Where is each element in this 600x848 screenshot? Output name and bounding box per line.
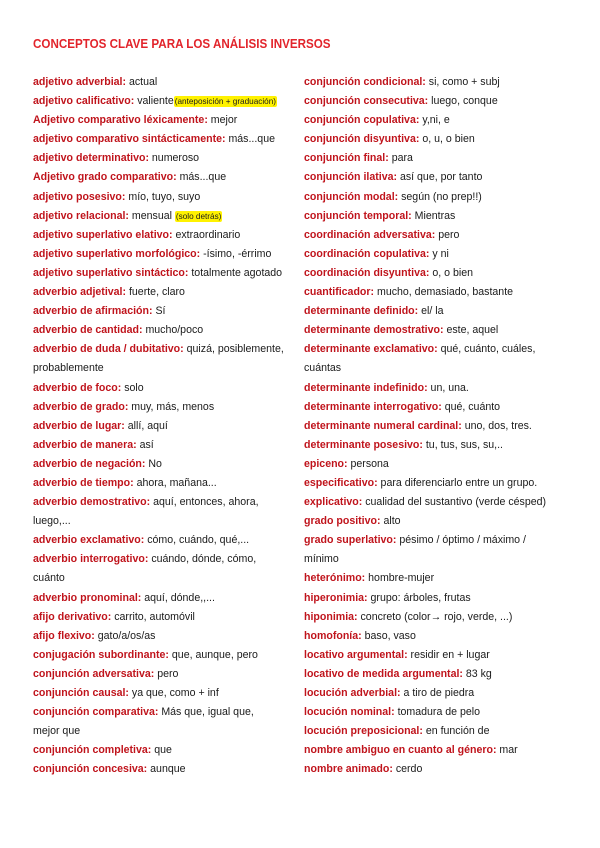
entry-definition: si, como + subj bbox=[425, 76, 500, 88]
entry-term: grado positivo: bbox=[304, 515, 381, 528]
entry-definition: y,ni, e bbox=[419, 114, 450, 127]
entry-term: adjetivo calificativo: bbox=[33, 95, 135, 108]
entry-term: conjunción causal: bbox=[33, 687, 129, 699]
glossary-entry bbox=[33, 550, 301, 569]
glossary-entry bbox=[33, 379, 301, 398]
glossary-entry bbox=[304, 474, 572, 493]
entry-term: conjunción modal: bbox=[304, 190, 399, 203]
entry-definition: y ni bbox=[429, 247, 449, 260]
entry-definition: luego,... bbox=[33, 515, 71, 528]
glossary-entry bbox=[33, 608, 301, 627]
entry-definition: mínimo bbox=[304, 553, 339, 566]
entry-definition: mucho, demasiado, bastante bbox=[374, 286, 514, 299]
glossary-entry bbox=[304, 245, 572, 264]
glossary-entry bbox=[304, 207, 572, 226]
entry-definition: No bbox=[145, 457, 162, 470]
glossary-entry bbox=[304, 340, 572, 359]
entry-definition: uno, dos, tres. bbox=[461, 419, 532, 432]
entry-term: coordinación adversativa: bbox=[304, 228, 436, 241]
page-title: CONCEPTOS CLAVE PARA LOS ANÁLISIS INVERSOS bbox=[33, 37, 331, 51]
glossary-entry bbox=[33, 207, 301, 226]
glossary-entry bbox=[304, 646, 572, 665]
entry-definition: valiente bbox=[134, 95, 174, 108]
entry-term: adverbio adjetival: bbox=[33, 286, 127, 299]
entry-definition: Mientras bbox=[411, 209, 456, 222]
entry-definition: persona bbox=[347, 457, 389, 470]
glossary-entry bbox=[304, 741, 572, 760]
entry-term: adjetivo relacional: bbox=[33, 209, 129, 222]
entry-definition: probablemente bbox=[33, 362, 104, 375]
entry-definition: residir en + lugar bbox=[407, 648, 490, 661]
glossary-entry bbox=[33, 760, 301, 779]
glossary-entry bbox=[33, 302, 301, 321]
entry-term: conjunción final: bbox=[304, 152, 389, 165]
entry-term: adverbio de foco: bbox=[33, 381, 122, 394]
entry-definition: para bbox=[388, 152, 413, 165]
highlight-note: (anteposición + graduación) bbox=[174, 97, 277, 107]
entry-definition: cerdo bbox=[392, 763, 423, 776]
entry-definition: aquí, dónde,,... bbox=[141, 591, 215, 604]
glossary-entry bbox=[304, 92, 572, 111]
entry-definition: totalmente agotado bbox=[188, 266, 283, 279]
entry-term: conjunción adversativa: bbox=[33, 667, 155, 680]
entry-term: explicativo: bbox=[304, 496, 363, 509]
entry-term: determinante exclamativo: bbox=[304, 343, 438, 356]
entry-definition: mejor que bbox=[33, 725, 81, 738]
entry-term: nombre ambiguo en cuanto al género: bbox=[304, 744, 497, 757]
glossary-entry bbox=[33, 512, 301, 531]
glossary-entry bbox=[33, 340, 301, 359]
entry-term: locativo de medida argumental: bbox=[304, 667, 463, 680]
entry-term: heterónimo: bbox=[304, 572, 366, 585]
entry-definition: cuándo, dónde, cómo, bbox=[148, 553, 257, 566]
entry-definition: mensual bbox=[128, 209, 175, 222]
glossary-entry bbox=[33, 665, 301, 684]
entry-term: adjetivo superlativo morfológico: bbox=[33, 247, 201, 260]
glossary-entry bbox=[33, 188, 301, 207]
glossary-entry bbox=[304, 359, 572, 378]
glossary-entry bbox=[33, 321, 301, 340]
glossary-entry bbox=[304, 417, 572, 436]
entry-definition: mar bbox=[496, 744, 518, 757]
glossary-entry bbox=[304, 703, 572, 722]
entry-term: determinante demostrativo: bbox=[304, 324, 444, 337]
glossary-entry bbox=[33, 569, 301, 588]
highlight-note: (solo detrás) bbox=[175, 211, 222, 221]
glossary-entry bbox=[33, 264, 301, 283]
entry-definition: allí, aquí bbox=[124, 419, 168, 432]
glossary-entry bbox=[304, 531, 572, 550]
entry-definition: Sí bbox=[152, 305, 166, 318]
entry-definition: Más que, igual que, bbox=[158, 706, 254, 719]
entry-term: nombre animado: bbox=[304, 763, 393, 776]
entry-term: conjunción disyuntiva: bbox=[304, 133, 420, 146]
left-column bbox=[33, 73, 301, 779]
entry-definition: mucho/poco bbox=[142, 324, 204, 337]
glossary-entry bbox=[33, 455, 301, 474]
entry-definition: cuántas bbox=[304, 362, 342, 375]
entry-term: afijo flexivo: bbox=[33, 629, 95, 642]
entry-term: afijo derivativo: bbox=[33, 610, 112, 623]
entry-definition: el/ la bbox=[418, 305, 444, 318]
entry-term: determinante numeral cardinal: bbox=[304, 419, 462, 432]
entry-term: adverbio interrogativo: bbox=[33, 553, 149, 566]
entry-term: adjetivo posesivo: bbox=[33, 190, 126, 203]
glossary-entry bbox=[33, 684, 301, 703]
entry-term: grado superlativo: bbox=[304, 534, 397, 547]
entry-definition: hombre-mujer bbox=[365, 572, 435, 585]
entry-definition: tu, tus, sus, su,.. bbox=[422, 438, 503, 451]
entry-definition: aunque bbox=[147, 763, 186, 776]
entry-definition: para diferenciarlo entre un grupo. bbox=[377, 476, 538, 489]
entry-term: adverbio de grado: bbox=[33, 400, 129, 413]
entry-definition: muy, más, menos bbox=[128, 400, 215, 413]
glossary-entry bbox=[33, 474, 301, 493]
glossary-entry bbox=[304, 149, 572, 168]
glossary-entry bbox=[304, 188, 572, 207]
entry-term: epiceno: bbox=[304, 457, 348, 470]
glossary-entry bbox=[33, 245, 301, 264]
glossary-entry bbox=[33, 417, 301, 436]
entry-definition: que, aunque, pero bbox=[168, 648, 258, 661]
entry-term: conjunción consecutiva: bbox=[304, 95, 429, 108]
entry-definition: pésimo / óptimo / máximo / bbox=[396, 534, 526, 547]
entry-definition: mío, tuyo, suyo bbox=[125, 190, 201, 203]
entry-definition: o, u, o bien bbox=[419, 133, 475, 146]
glossary-entry bbox=[304, 321, 572, 340]
entry-definition: mejor bbox=[207, 114, 238, 127]
entry-definition: ahora, mañana... bbox=[133, 476, 217, 489]
entry-term: determinante indefinido: bbox=[304, 381, 428, 394]
glossary-entry bbox=[304, 111, 572, 130]
entry-term: conjugación subordinante: bbox=[33, 648, 169, 661]
entry-definition: qué, cuánto, cuáles, bbox=[437, 343, 536, 356]
entry-term: adjetivo comparativo sintácticamente: bbox=[33, 133, 226, 146]
glossary-entry bbox=[304, 760, 572, 779]
glossary-entry bbox=[33, 741, 301, 760]
entry-term: adjetivo superlativo elativo: bbox=[33, 228, 173, 241]
glossary-entry bbox=[304, 73, 572, 92]
entry-definition: o, o bien bbox=[429, 266, 473, 279]
entry-term: Adjetivo grado comparativo: bbox=[33, 171, 177, 184]
entry-definition: -ísimo, -érrimo bbox=[200, 247, 272, 260]
entry-term: coordinación disyuntiva: bbox=[304, 266, 430, 279]
glossary-entry bbox=[33, 149, 301, 168]
glossary-entry bbox=[304, 665, 572, 684]
glossary-entry bbox=[304, 398, 572, 417]
entry-definition: qué, cuánto bbox=[441, 400, 501, 413]
entry-term: adverbio de tiempo: bbox=[33, 476, 134, 489]
entry-term: locución adverbial: bbox=[304, 687, 401, 699]
entry-term: conjunción comparativa: bbox=[33, 706, 159, 719]
entry-term: adverbio pronominal: bbox=[33, 591, 142, 604]
entry-definition: cuánto bbox=[33, 572, 65, 585]
entry-term: locución preposicional: bbox=[304, 725, 423, 738]
glossary-entry bbox=[33, 168, 301, 187]
entry-definition: un, una. bbox=[427, 381, 469, 394]
glossary-entry bbox=[33, 589, 301, 608]
entry-definition: quizá, posiblemente, bbox=[183, 343, 284, 356]
entry-term: hiponimia: bbox=[304, 610, 358, 623]
entry-definition: alto bbox=[380, 515, 401, 528]
glossary-entry bbox=[33, 226, 301, 245]
entry-definition: baso, vaso bbox=[361, 629, 416, 642]
glossary-entry bbox=[304, 608, 572, 627]
entry-term: determinante definido: bbox=[304, 305, 419, 318]
entry-definition: gato/a/os/as bbox=[94, 629, 156, 642]
glossary-entry bbox=[33, 722, 301, 741]
entry-term: adverbio de afirmación: bbox=[33, 305, 153, 318]
glossary-entry bbox=[33, 493, 301, 512]
entry-definition: aquí, entonces, ahora, bbox=[150, 496, 259, 509]
entry-definition: carrito, automóvil bbox=[111, 610, 195, 623]
glossary-entry bbox=[33, 92, 301, 111]
entry-definition: que bbox=[151, 744, 172, 757]
entry-definition: numeroso bbox=[148, 152, 200, 165]
entry-definition: grupo: árboles, frutas bbox=[367, 591, 471, 604]
entry-term: adverbio de lugar: bbox=[33, 419, 125, 432]
glossary-entry bbox=[304, 512, 572, 531]
glossary-entry bbox=[304, 493, 572, 512]
glossary-entry bbox=[33, 398, 301, 417]
entry-term: adverbio de manera: bbox=[33, 438, 137, 451]
entry-term: Adjetivo comparativo léxicamente: bbox=[33, 114, 208, 127]
entry-definition: pero bbox=[154, 667, 179, 680]
entry-term: adverbio demostrativo: bbox=[33, 496, 151, 509]
entry-definition: ya que, como + inf bbox=[128, 687, 219, 699]
entry-term: determinante interrogativo: bbox=[304, 400, 442, 413]
glossary-entry bbox=[304, 226, 572, 245]
entry-term: determinante posesivo: bbox=[304, 438, 423, 451]
entry-definition: luego, conque bbox=[428, 95, 498, 108]
entry-definition: así que, por tanto bbox=[397, 171, 483, 184]
entry-term: conjunción condicional: bbox=[304, 76, 426, 88]
entry-term: homofonía: bbox=[304, 629, 362, 642]
entry-definition: tomadura de pelo bbox=[394, 706, 481, 719]
entry-definition: cualidad del sustantivo (verde césped) bbox=[362, 496, 547, 509]
entry-term: locativo argumental: bbox=[304, 648, 408, 661]
glossary-entry bbox=[304, 302, 572, 321]
entry-term: adjetivo adverbial: bbox=[33, 76, 127, 88]
entry-definition: a tiro de piedra bbox=[400, 687, 475, 699]
entry-term: coordinación copulativa: bbox=[304, 247, 430, 260]
right-column bbox=[304, 73, 572, 779]
entry-definition: fuerte, claro bbox=[126, 286, 185, 299]
glossary-entry bbox=[33, 359, 301, 378]
entry-term: adjetivo superlativo sintáctico: bbox=[33, 266, 189, 279]
entry-term: conjunción copulativa: bbox=[304, 114, 420, 127]
glossary-entry bbox=[304, 130, 572, 149]
entry-definition: cómo, cuándo, qué,... bbox=[144, 534, 250, 547]
entry-term: cuantificador: bbox=[304, 286, 375, 299]
glossary-entry bbox=[304, 550, 572, 569]
glossary-entry bbox=[304, 436, 572, 455]
glossary-entry bbox=[304, 283, 572, 302]
entry-definition: así bbox=[136, 438, 154, 451]
glossary-entry bbox=[33, 283, 301, 302]
glossary-entry bbox=[33, 111, 301, 130]
entry-definition: 83 kg bbox=[462, 667, 492, 680]
entry-term: locución nominal: bbox=[304, 706, 395, 719]
glossary-entry bbox=[33, 646, 301, 665]
glossary-entry bbox=[33, 130, 301, 149]
entry-term: conjunción ilativa: bbox=[304, 171, 398, 184]
entry-definition: según (no prep!!) bbox=[398, 190, 482, 203]
entry-definition: pero bbox=[435, 228, 460, 241]
glossary-entry bbox=[304, 379, 572, 398]
glossary-entry bbox=[304, 684, 572, 703]
glossary-entry bbox=[304, 264, 572, 283]
entry-definition: concreto (color→ rojo, verde, ...) bbox=[357, 610, 513, 623]
entry-term: hiperonimia: bbox=[304, 591, 368, 604]
glossary-entry bbox=[304, 589, 572, 608]
glossary-entry bbox=[304, 627, 572, 646]
entry-definition: más...que bbox=[176, 171, 227, 184]
entry-term: adjetivo determinativo: bbox=[33, 152, 149, 165]
glossary-entry bbox=[33, 703, 301, 722]
glossary-entry bbox=[33, 73, 301, 92]
entry-term: adverbio exclamativo: bbox=[33, 534, 145, 547]
entry-term: adverbio de duda / dubitativo: bbox=[33, 343, 184, 356]
entry-term: adverbio de negación: bbox=[33, 457, 146, 470]
entry-definition: actual bbox=[126, 76, 158, 88]
entry-term: conjunción concesiva: bbox=[33, 763, 148, 776]
glossary-entry bbox=[33, 531, 301, 550]
glossary-entry bbox=[304, 722, 572, 741]
glossary-entry bbox=[304, 168, 572, 187]
entry-term: especificativo: bbox=[304, 476, 378, 489]
entry-definition: más...que bbox=[225, 133, 275, 146]
entry-definition: en función de bbox=[422, 725, 490, 738]
glossary-entry bbox=[304, 455, 572, 474]
glossary-entry bbox=[33, 436, 301, 455]
entry-term: conjunción completiva: bbox=[33, 744, 152, 757]
glossary-entry bbox=[33, 627, 301, 646]
entry-definition: extraordinario bbox=[172, 228, 241, 241]
entry-term: conjunción temporal: bbox=[304, 209, 412, 222]
entry-definition: solo bbox=[121, 381, 144, 394]
glossary-entry bbox=[304, 569, 572, 588]
entry-term: adverbio de cantidad: bbox=[33, 324, 143, 337]
entry-definition: este, aquel bbox=[443, 324, 499, 337]
